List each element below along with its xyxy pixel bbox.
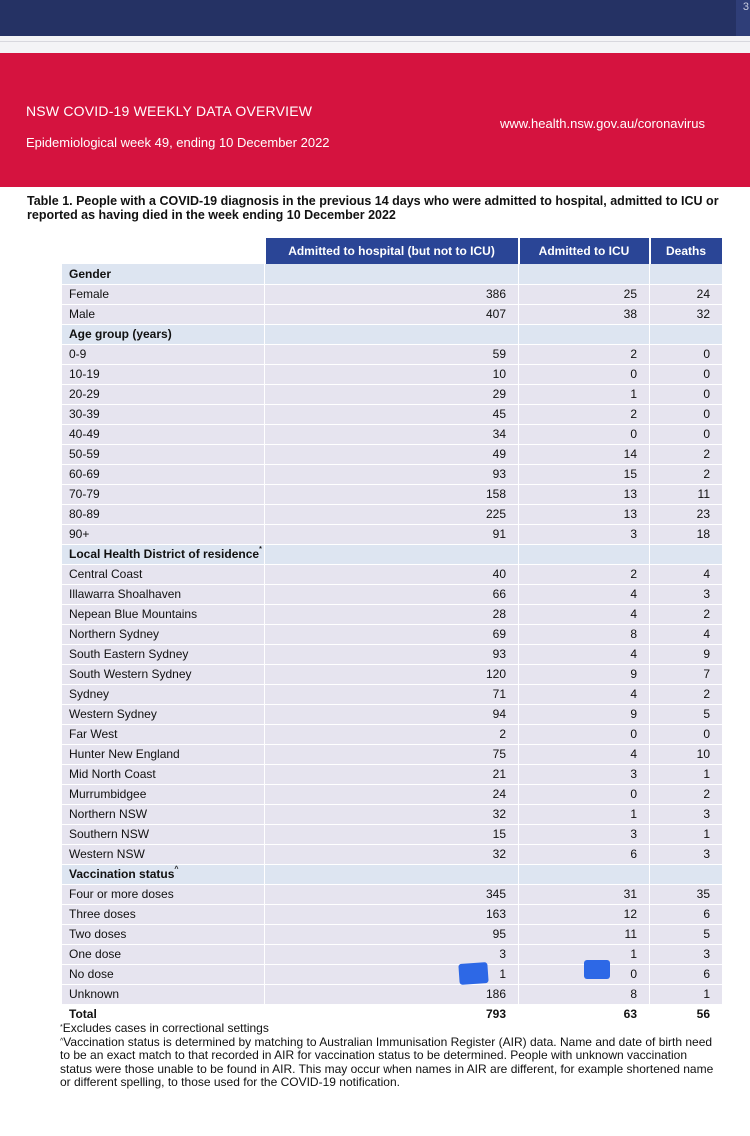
row-label: Central Coast <box>62 564 265 584</box>
hospital-value: 29 <box>265 384 519 404</box>
deaths-value: 2 <box>650 684 723 704</box>
row-label: Male <box>62 304 265 324</box>
row-label: Four or more doses <box>62 884 265 904</box>
hospital-value: 2 <box>265 724 519 744</box>
deaths-value: 0 <box>650 364 723 384</box>
row-label: Illawarra Shoalhaven <box>62 584 265 604</box>
table-row <box>62 824 723 844</box>
table-row <box>62 724 723 744</box>
deaths-value: 35 <box>650 884 723 904</box>
deaths-value: 2 <box>650 464 723 484</box>
icu-value: 9 <box>519 664 650 684</box>
deaths-value: 6 <box>650 904 723 924</box>
hospital-value: 21 <box>265 764 519 784</box>
icu-value: 13 <box>519 504 650 524</box>
section-header-row <box>62 324 723 344</box>
deaths-value: 9 <box>650 644 723 664</box>
section-heading-text: Gender <box>69 266 112 281</box>
section-heading-text: Local Health District of residence <box>69 547 260 561</box>
hospital-value: 28 <box>265 604 519 624</box>
table-row <box>62 944 723 964</box>
table-row <box>62 924 723 944</box>
deaths-value: 1 <box>650 824 723 844</box>
table-row <box>62 884 723 904</box>
report-title: NSW COVID-19 WEEKLY DATA OVERVIEW <box>26 103 313 119</box>
icu-value: 8 <box>519 984 650 1004</box>
deaths-value: 32 <box>650 304 723 324</box>
section-heading-text: Vaccination status <box>69 867 175 881</box>
section-heading <box>62 864 265 884</box>
table-row <box>62 604 723 624</box>
section-heading <box>62 544 265 564</box>
deaths-value: 11 <box>650 484 723 504</box>
icu-value: 8 <box>519 624 650 644</box>
icu-value: 12 <box>519 904 650 924</box>
hospital-value: 71 <box>265 684 519 704</box>
row-label: 40-49 <box>62 424 265 444</box>
header-banner <box>0 53 750 187</box>
table-row <box>62 984 723 1004</box>
icu-value: 13 <box>519 484 650 504</box>
deaths-value: 3 <box>650 944 723 964</box>
row-label: Nepean Blue Mountains <box>62 604 265 624</box>
total-label: Total <box>62 1004 265 1024</box>
row-label: Mid North Coast <box>62 764 265 784</box>
icu-value: 0 <box>519 964 650 984</box>
table-caption: Table 1. People with a COVID-19 diagnosis in the previous 14 days who were admitted to hospital, admitted to ICU or reported as having died in the week ending 10 December 2022 <box>27 194 719 222</box>
deaths-value: 24 <box>650 284 723 304</box>
icu-value: 1 <box>519 944 650 964</box>
table-row <box>62 504 723 524</box>
section-heading <box>62 324 265 344</box>
total-icu: 63 <box>519 1004 650 1024</box>
footnote-mark: * <box>259 546 262 553</box>
column-header-icu: Admitted to ICU <box>519 238 650 264</box>
table-row <box>62 404 723 424</box>
section-heading <box>62 264 265 284</box>
hospital-value: 75 <box>265 744 519 764</box>
icu-value: 2 <box>519 404 650 424</box>
table-row <box>62 764 723 784</box>
icu-value: 0 <box>519 724 650 744</box>
deaths-value: 5 <box>650 924 723 944</box>
table-row <box>62 484 723 504</box>
row-label: 50-59 <box>62 444 265 464</box>
row-label: South Eastern Sydney <box>62 644 265 664</box>
row-label: South Western Sydney <box>62 664 265 684</box>
icu-value: 11 <box>519 924 650 944</box>
deaths-value: 2 <box>650 604 723 624</box>
row-label: One dose <box>62 944 265 964</box>
table-row <box>62 424 723 444</box>
table-row <box>62 464 723 484</box>
deaths-value: 3 <box>650 844 723 864</box>
table-row <box>62 304 723 324</box>
row-label: Murrumbidgee <box>62 784 265 804</box>
icu-value: 6 <box>519 844 650 864</box>
section-heading-blank <box>650 864 723 884</box>
footnote-correctional: *Excludes cases in correctional settings <box>60 1021 269 1035</box>
footnotes <box>60 1022 720 1090</box>
row-label: No dose <box>62 964 265 984</box>
hospital-value: 1 <box>265 964 519 984</box>
section-heading-blank <box>265 864 519 884</box>
icu-value: 3 <box>519 824 650 844</box>
section-heading-blank <box>650 264 723 284</box>
row-label: Western Sydney <box>62 704 265 724</box>
row-label: Female <box>62 284 265 304</box>
hospital-value: 32 <box>265 844 519 864</box>
row-label: 70-79 <box>62 484 265 504</box>
row-label: Northern Sydney <box>62 624 265 644</box>
hospital-value: 34 <box>265 424 519 444</box>
hospital-value: 45 <box>265 404 519 424</box>
highlight-marker-hospital-no-dose <box>458 962 488 985</box>
row-label: Hunter New England <box>62 744 265 764</box>
hospital-value: 40 <box>265 564 519 584</box>
table-body <box>62 264 723 1024</box>
icu-value: 38 <box>519 304 650 324</box>
icu-value: 9 <box>519 704 650 724</box>
table-row <box>62 704 723 724</box>
hospital-value: 69 <box>265 624 519 644</box>
section-heading-blank <box>265 544 519 564</box>
hospital-value: 10 <box>265 364 519 384</box>
row-label: Two doses <box>62 924 265 944</box>
hospital-value: 163 <box>265 904 519 924</box>
icu-value: 0 <box>519 364 650 384</box>
highlight-marker-icu-no-dose <box>584 960 610 979</box>
section-heading-blank <box>265 324 519 344</box>
report-subtitle: Epidemiological week 49, ending 10 December 2022 <box>26 135 330 150</box>
column-header-deaths: Deaths <box>650 238 723 264</box>
table-header-row <box>62 238 723 264</box>
icu-value: 25 <box>519 284 650 304</box>
report-url[interactable]: www.health.nsw.gov.au/coronavirus <box>500 116 705 131</box>
hospital-value: 407 <box>265 304 519 324</box>
section-heading-blank <box>519 264 650 284</box>
table-row <box>62 644 723 664</box>
icu-value: 3 <box>519 764 650 784</box>
section-heading-blank <box>650 544 723 564</box>
table-row <box>62 964 723 984</box>
row-label: Far West <box>62 724 265 744</box>
section-header-row <box>62 544 723 564</box>
icu-value: 31 <box>519 884 650 904</box>
row-label: Unknown <box>62 984 265 1004</box>
deaths-value: 5 <box>650 704 723 724</box>
table-row <box>62 384 723 404</box>
icu-value: 2 <box>519 344 650 364</box>
deaths-value: 4 <box>650 624 723 644</box>
table-row <box>62 684 723 704</box>
hospital-value: 225 <box>265 504 519 524</box>
hospital-value: 94 <box>265 704 519 724</box>
icu-value: 1 <box>519 384 650 404</box>
deaths-value: 4 <box>650 564 723 584</box>
table-row <box>62 564 723 584</box>
icu-value: 0 <box>519 784 650 804</box>
deaths-value: 3 <box>650 584 723 604</box>
table-row <box>62 364 723 384</box>
row-label: 80-89 <box>62 504 265 524</box>
row-label: Sydney <box>62 684 265 704</box>
table-row <box>62 804 723 824</box>
top-bar <box>0 0 750 36</box>
section-heading-blank <box>519 864 650 884</box>
icu-value: 4 <box>519 584 650 604</box>
deaths-value: 0 <box>650 424 723 444</box>
icu-value: 4 <box>519 684 650 704</box>
icu-value: 14 <box>519 444 650 464</box>
total-hospital: 793 <box>265 1004 519 1024</box>
row-label: Three doses <box>62 904 265 924</box>
table-row <box>62 444 723 464</box>
table-row <box>62 624 723 644</box>
row-label: 10-19 <box>62 364 265 384</box>
deaths-value: 1 <box>650 984 723 1004</box>
row-label: 20-29 <box>62 384 265 404</box>
hospital-value: 120 <box>265 664 519 684</box>
section-heading-blank <box>519 544 650 564</box>
row-label: Southern NSW <box>62 824 265 844</box>
deaths-value: 0 <box>650 404 723 424</box>
row-label: 60-69 <box>62 464 265 484</box>
header-blank-cell <box>62 238 265 264</box>
data-table <box>61 238 724 1025</box>
hospital-value: 59 <box>265 344 519 364</box>
section-header-row <box>62 864 723 884</box>
deaths-value: 1 <box>650 764 723 784</box>
table-row <box>62 784 723 804</box>
row-label: 0-9 <box>62 344 265 364</box>
page-number: 3 <box>742 1 749 13</box>
section-header-row <box>62 264 723 284</box>
deaths-value: 0 <box>650 724 723 744</box>
deaths-value: 3 <box>650 804 723 824</box>
table-row <box>62 844 723 864</box>
hospital-value: 345 <box>265 884 519 904</box>
hospital-value: 386 <box>265 284 519 304</box>
deaths-value: 0 <box>650 384 723 404</box>
section-heading-blank <box>265 264 519 284</box>
table-row <box>62 344 723 364</box>
table-row <box>62 284 723 304</box>
hospital-value: 95 <box>265 924 519 944</box>
deaths-value: 2 <box>650 784 723 804</box>
deaths-value: 2 <box>650 444 723 464</box>
icu-value: 3 <box>519 524 650 544</box>
row-label: 30-39 <box>62 404 265 424</box>
icu-value: 0 <box>519 424 650 444</box>
icu-value: 1 <box>519 804 650 824</box>
page-divider <box>0 36 750 53</box>
row-label: Northern NSW <box>62 804 265 824</box>
icu-value: 4 <box>519 604 650 624</box>
column-header-hospital: Admitted to hospital (but not to ICU) <box>265 238 519 264</box>
row-label: Western NSW <box>62 844 265 864</box>
hospital-value: 24 <box>265 784 519 804</box>
hospital-value: 91 <box>265 524 519 544</box>
hospital-value: 93 <box>265 464 519 484</box>
footnote-vaccination: ^Vaccination status is determined by matching to Australian Immunisation Register (AIR) data. Name and date of birth need to be an exact match to that recorded in AIR for vaccination status to be determined. People with unknown vaccination status were those unable to be found in AIR. This may occur when names in AIR are different, for example shortened name or different spelling, to those used for the COVID-19 notification. <box>60 1034 714 1089</box>
table-row <box>62 744 723 764</box>
hospital-value: 15 <box>265 824 519 844</box>
total-deaths: 56 <box>650 1004 723 1024</box>
section-heading-text: Age group (years) <box>69 327 172 341</box>
icu-value: 15 <box>519 464 650 484</box>
table-row <box>62 664 723 684</box>
icu-value: 4 <box>519 644 650 664</box>
table-row <box>62 524 723 544</box>
hospital-value: 93 <box>265 644 519 664</box>
footnote-mark: ^ <box>174 866 179 873</box>
icu-value: 4 <box>519 744 650 764</box>
hospital-value: 32 <box>265 804 519 824</box>
deaths-value: 0 <box>650 344 723 364</box>
section-heading-blank <box>519 324 650 344</box>
deaths-value: 10 <box>650 744 723 764</box>
table-row <box>62 904 723 924</box>
hospital-value: 66 <box>265 584 519 604</box>
hospital-value: 158 <box>265 484 519 504</box>
deaths-value: 6 <box>650 964 723 984</box>
deaths-value: 23 <box>650 504 723 524</box>
deaths-value: 7 <box>650 664 723 684</box>
deaths-value: 18 <box>650 524 723 544</box>
hospital-value: 3 <box>265 944 519 964</box>
row-label: 90+ <box>62 524 265 544</box>
hospital-value: 186 <box>265 984 519 1004</box>
icu-value: 2 <box>519 564 650 584</box>
table-row <box>62 584 723 604</box>
hospital-value: 49 <box>265 444 519 464</box>
section-heading-blank <box>650 324 723 344</box>
